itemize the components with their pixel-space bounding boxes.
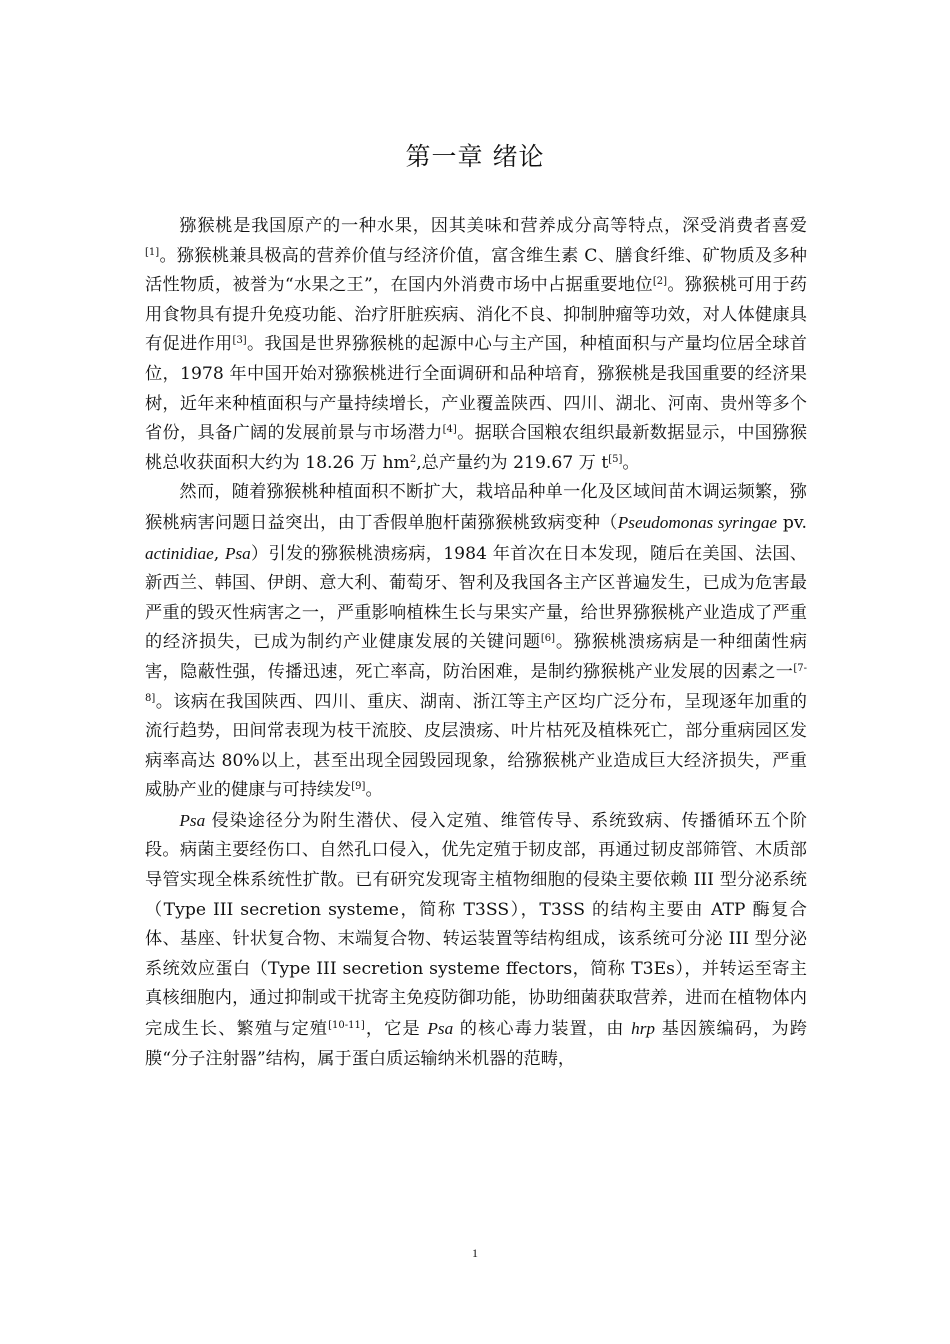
citation-ref: [9] <box>351 781 366 793</box>
text-run: 。据联合国粮农组织最新数据显示，中国猕猴桃总收获面积大约为 18.26 万 hm <box>145 423 807 473</box>
citation-ref: [2] <box>652 276 668 288</box>
paragraph-1 <box>145 212 807 478</box>
text-run: 基因簇编码，为跨膜“分子注射器”结构，属于蛋白质运输纳米机器的范畴， <box>145 1019 807 1069</box>
text-run: ,总产量约为 219.67 万 t <box>416 452 609 473</box>
citation-ref: [6] <box>540 633 556 645</box>
text-run: 。 <box>365 780 383 801</box>
italic-term: Psa <box>224 543 251 563</box>
text-run: ）引发的猕猴桃溃疡病，1984 年首次在日本发现，随后在美国、法国、新西兰、韩国、伊朗、意大利、葡萄牙、智利及我国各主产区普遍发生，已成为危害最严重的毁灭性病害之一，严重影响植株生长与果实产量，给世界猕猴桃产业造成了严重的经济损失，已成为制约产业健康发展的关键问题 <box>145 543 807 653</box>
citation-ref: [10-11] <box>328 1020 365 1032</box>
italic-term: Psa <box>427 1019 454 1039</box>
text-run: ，它是 <box>364 1019 428 1040</box>
citation-ref: 2 <box>409 453 417 465</box>
text-run: 。该病在我国陕西、四川、重庆、湖南、浙江等主产区均广泛分布，呈现逐年加重的流行趋势，田间常表现为枝干流胶、皮层溃疡、叶片枯死及植株死亡，部分重病园区发病率高达 80%以上，甚至出现全园毁园现象，给猕猴桃产业造成巨大经济损失，严重威胁产业的健康与可持续发 <box>145 691 807 801</box>
citation-ref: [5] <box>608 453 623 465</box>
page-number: 1 <box>472 1246 478 1260</box>
text-run: 。 <box>622 452 640 473</box>
citation-ref: [4] <box>442 424 457 436</box>
text-run: 猕猴桃是我国原产的一种水果，因其美味和营养成分高等特点，深受消费者喜爱 <box>179 216 807 236</box>
chapter-title: 第一章 绪论 <box>405 142 545 171</box>
italic-term: Pseudomonas syringae <box>617 512 778 532</box>
paragraph-3 <box>145 806 807 1074</box>
citation-ref: [7-8] <box>145 662 807 704</box>
text-run: 。猕猴桃兼具极高的营养价值与经济价值，富含维生素 C、膳食纤维、矿物质及多种活性物质，被誉为“水果之王”，在国内外消费市场中占据重要地位 <box>145 245 807 296</box>
text-run: 侵染途径分为附生潜伏、侵入定殖、维管传导、系统致病、传播循环五个阶段。病菌主要经伤口、自然孔口侵入，优先定殖于韧皮部，再通过韧皮部筛管、木质部导管实现全株系统性扩散。已有研究发现寄主植物细胞的侵染主要依赖 III 型分泌系统（Type III secretion systeme，简称 T3SS），T3SS 的结构主要由 ATP 酶复合体、基座、针状复合物、末端复合物、转运装置等结构组成，该系统可分泌 III 型分泌系统效应蛋白（Type III secretion systeme ffectors，简称 T3Es），并转运至寄主真核细胞内，通过抑制或干扰寄主免疫防御功能，协助细菌获取营养，进而在植物体内完成生长、繁殖与定殖 <box>145 810 807 1040</box>
text-run: , <box>213 543 225 564</box>
italic-term: hrp <box>631 1019 656 1039</box>
text-run: 然而，随着猕猴桃种植面积不断扩大，栽培品种单一化及区域间苗木调运频繁，猕猴桃病害问题日益突出，由丁香假单胞杆菌猕猴桃致病变种（ <box>145 482 807 533</box>
text-run: pv. <box>777 512 807 533</box>
text-run: 的核心毒力装置，由 <box>453 1019 632 1040</box>
paragraph-2 <box>145 478 807 806</box>
body-text <box>145 212 807 1074</box>
text-run: 。猕猴桃溃疡病是一种细菌性病害，隐蔽性强，传播迅速，死亡率高，防治困难，是制约猕猴桃产业发展的因素之一 <box>145 632 807 682</box>
italic-term: Psa <box>179 810 206 830</box>
text-run: 。我国是世界猕猴桃的起源中心与主产国，种植面积与产量均位居全球首位，1978 年中国开始对猕猴桃进行全面调研和品种培育，猕猴桃是我国重要的经济果树，近年来种植面积与产量持续增长，产业覆盖陕西、四川、湖北、河南、贵州等多个省份，具备广阔的发展前景与市场潜力 <box>145 334 807 444</box>
citation-ref: [1] <box>145 246 160 258</box>
citation-ref: [3] <box>232 335 247 347</box>
text-run: 。猕猴桃可用于药用食物具有提升免疫功能、治疗肝脏疾病、消化不良、抑制肿瘤等功效，对人体健康具有促进作用 <box>145 275 807 355</box>
italic-term: actinidiae <box>145 543 214 563</box>
